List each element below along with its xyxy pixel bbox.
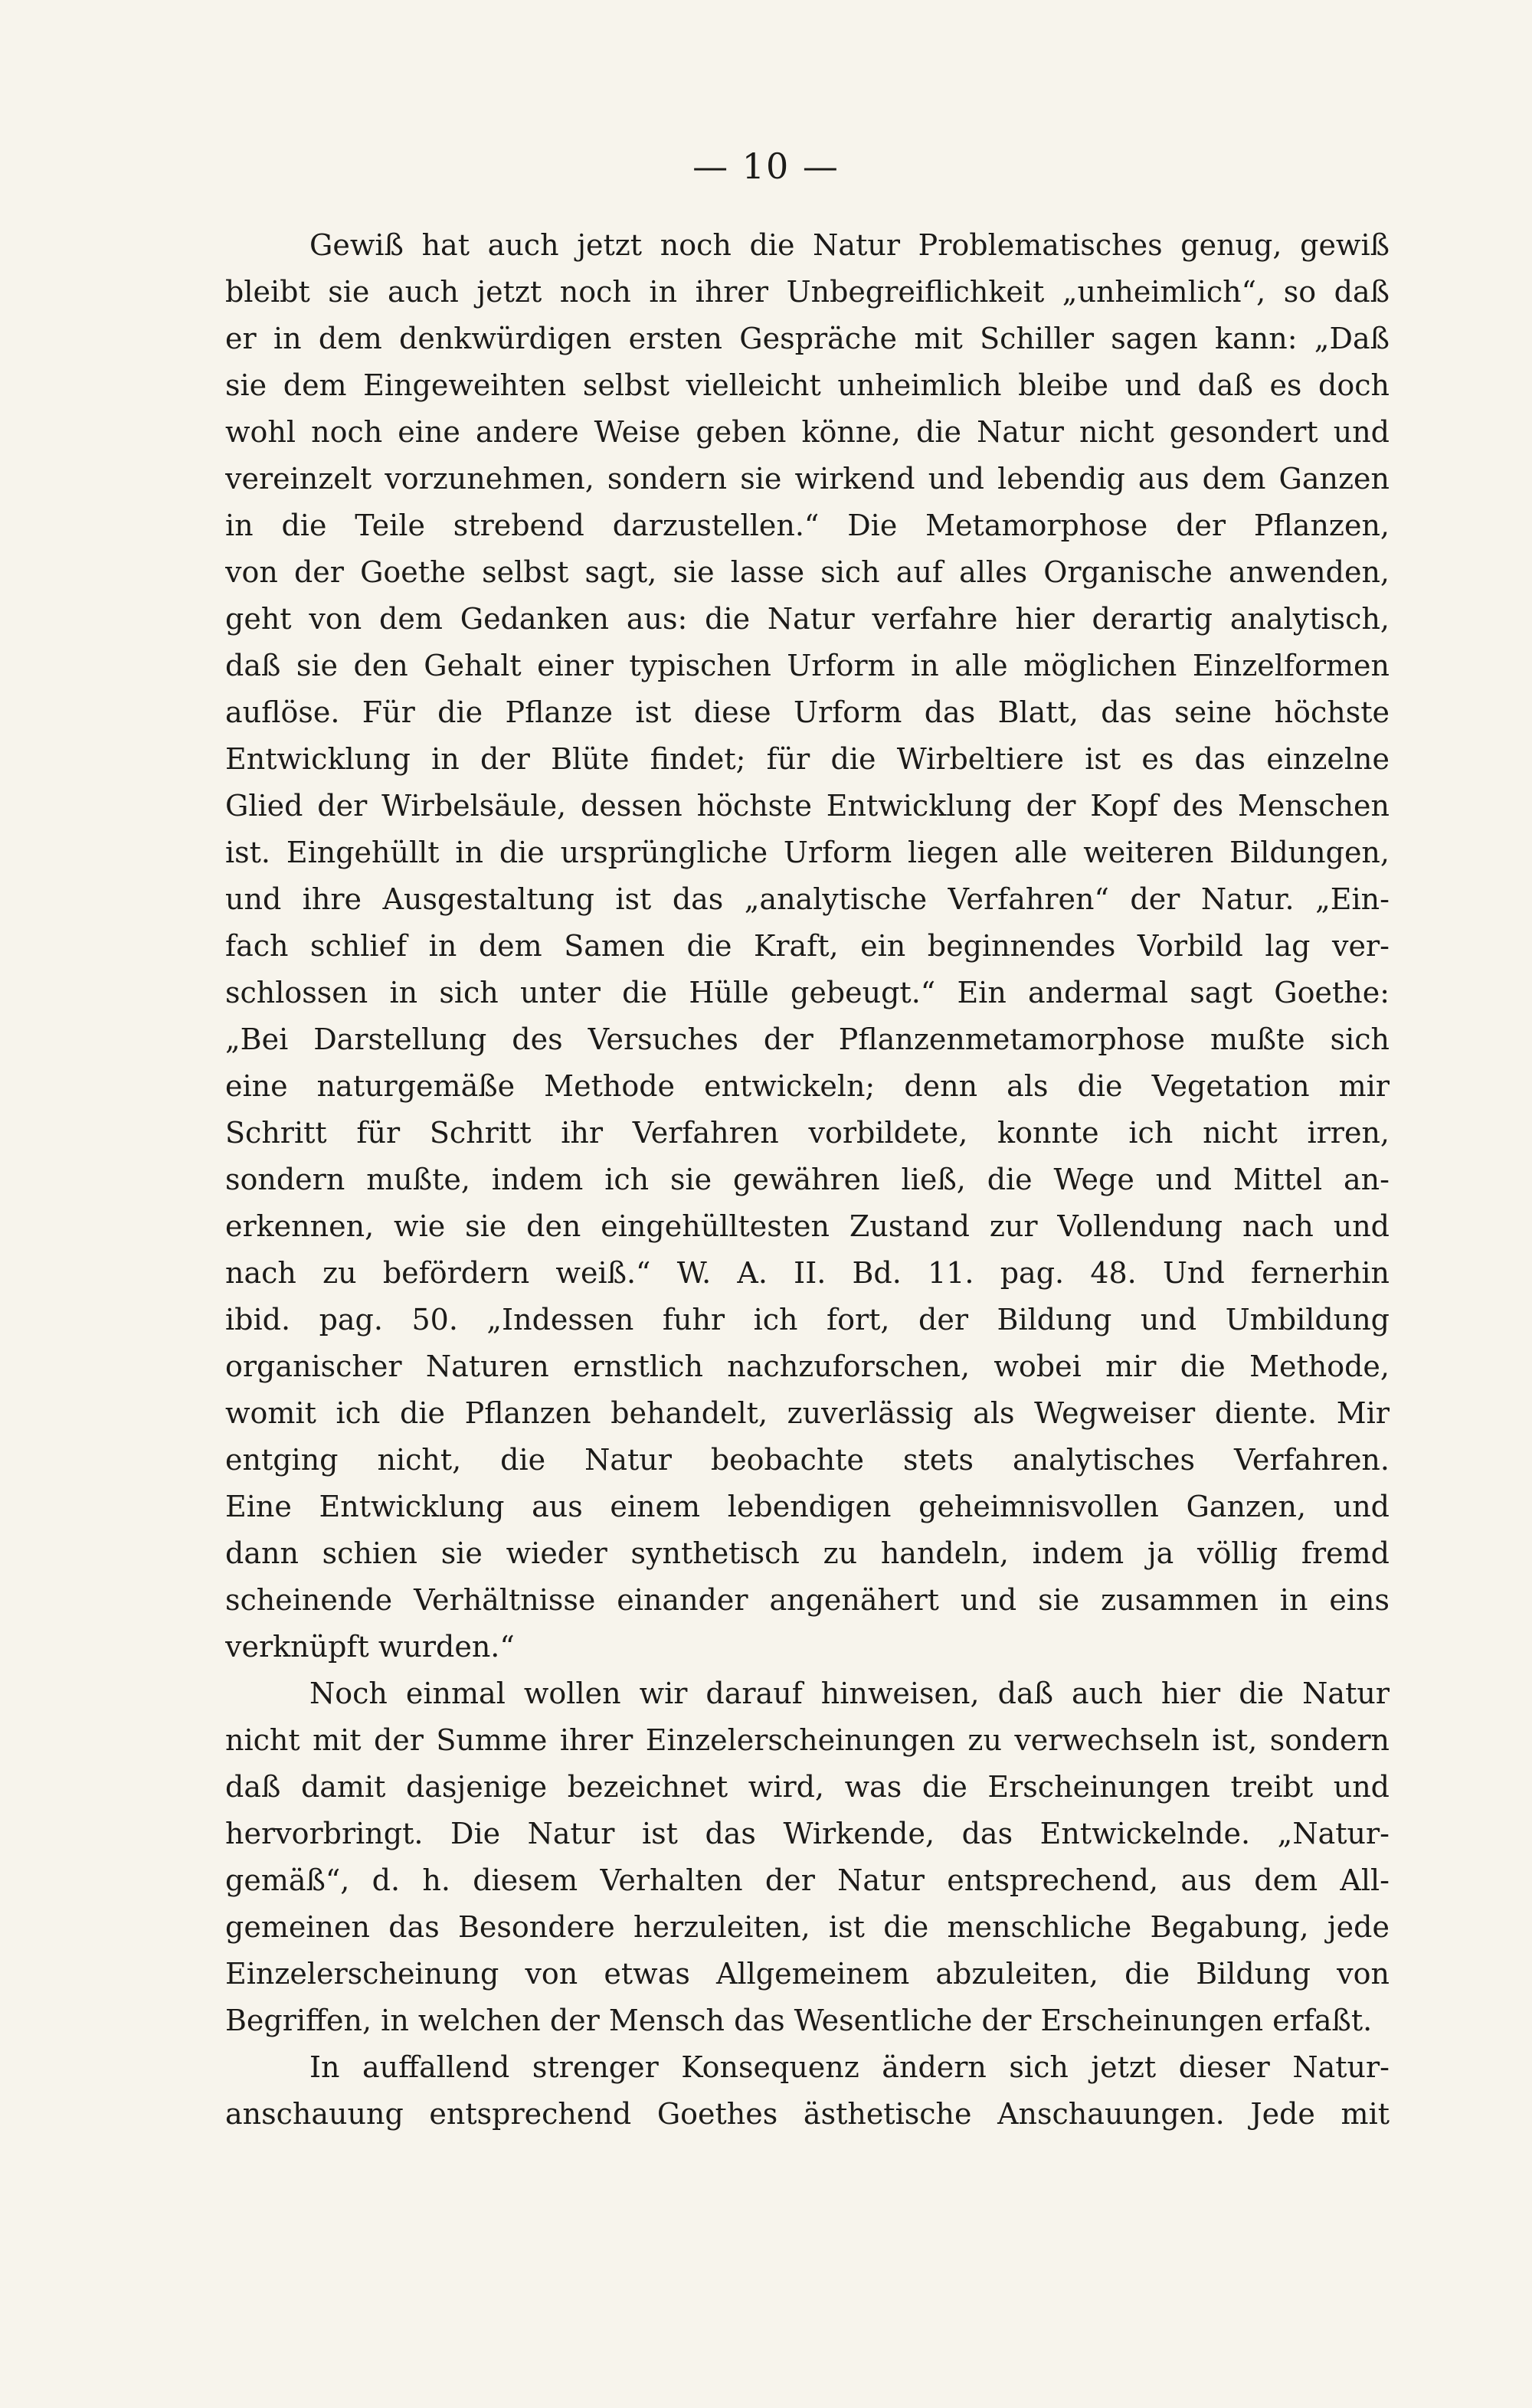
- text-line: wohl noch eine andere Weise geben könne, die Natur nicht gesondert und: [225, 415, 1390, 449]
- text-line: nach zu befördern weiß.“ W. A. II. Bd. 11. pag. 48. Und fernerhin: [225, 1256, 1390, 1290]
- text-line: gemäß“, d. h. diesem Verhalten der Natur entsprechend, aus dem All-: [225, 1863, 1390, 1897]
- text-line: geht von dem Gedanken aus: die Natur verfahre hier derartig analytisch,: [225, 602, 1390, 636]
- text-line: sondern mußte, indem ich sie gewähren ließ, die Wege und Mittel an-: [225, 1163, 1390, 1196]
- text-line: schlossen in sich unter die Hülle gebeugt.“ Ein andermal sagt Goethe:: [225, 976, 1390, 1009]
- body-text: [225, 222, 1390, 2138]
- text-line: Noch einmal wollen wir darauf hinweisen, daß auch hier die Natur: [309, 1677, 1390, 1710]
- text-line: organischer Naturen ernstlich nachzuforschen, wobei mir die Methode,: [225, 1350, 1390, 1383]
- text-line: Entwicklung in der Blüte findet; für die Wirbeltiere ist es das einzelne: [225, 742, 1390, 776]
- text-line: fach schlief in dem Samen die Kraft, ein beginnendes Vorbild lag ver-: [225, 929, 1390, 963]
- text-line: gemeinen das Besondere herzuleiten, ist die menschliche Begabung, jede: [225, 1910, 1390, 1944]
- text-line: „Bei Darstellung des Versuches der Pflanzenmetamorphose mußte sich: [225, 1022, 1390, 1056]
- text-line: bleibt sie auch jetzt noch in ihrer Unbegreiflichkeit „unheimlich“, so daß: [225, 275, 1390, 309]
- text-line: erkennen, wie sie den eingehülltesten Zustand zur Vollendung nach und: [225, 1209, 1390, 1243]
- text-line: In auffallend strenger Konsequenz ändern sich jetzt dieser Natur-: [309, 2050, 1390, 2084]
- text-line: Eine Entwicklung aus einem lebendigen geheimnisvollen Ganzen, und: [225, 1490, 1390, 1523]
- text-line: auflöse. Für die Pflanze ist diese Urform das Blatt, das seine höchste: [225, 695, 1390, 729]
- text-line: daß damit dasjenige bezeichnet wird, was die Erscheinungen treibt und: [225, 1770, 1390, 1804]
- text-line: er in dem denkwürdigen ersten Gespräche mit Schiller sagen kann: „Daß: [225, 322, 1390, 355]
- text-line: in die Teile strebend darzustellen.“ Die Metamorphose der Pflanzen,: [225, 509, 1390, 542]
- text-line: Gewiß hat auch jetzt noch die Natur Problematisches genug, gewiß: [309, 228, 1390, 262]
- text-line: eine naturgemäße Methode entwickeln; denn als die Vegetation mir: [225, 1069, 1390, 1103]
- text-line: scheinende Verhältnisse einander angenähert und sie zusammen in eins: [225, 1583, 1390, 1617]
- text-line: Begriffen, in welchen der Mensch das Wesentliche der Erscheinungen erfaßt.: [225, 2004, 1373, 2037]
- text-line: hervorbringt. Die Natur ist das Wirkende, das Entwickelnde. „Natur-: [225, 1817, 1390, 1850]
- text-line: und ihre Ausgestaltung ist das „analytische Verfahren“ der Natur. „Ein-: [225, 882, 1390, 916]
- text-line: sie dem Eingeweihten selbst vielleicht unheimlich bleibe und daß es doch: [225, 368, 1390, 402]
- text-line: Schritt für Schritt ihr Verfahren vorbildete, konnte ich nicht irren,: [225, 1116, 1390, 1150]
- text-line: ist. Eingehüllt in die ursprüngliche Urform liegen alle weiteren Bildungen,: [225, 836, 1390, 869]
- text-line: ibid. pag. 50. „Indessen fuhr ich fort, der Bildung und Umbildung: [225, 1303, 1390, 1337]
- text-line: nicht mit der Summe ihrer Einzelerscheinungen zu verwechseln ist, sondern: [225, 1723, 1390, 1757]
- text-line: Glied der Wirbelsäule, dessen höchste Entwicklung der Kopf des Menschen: [225, 789, 1390, 823]
- text-line: anschauung entsprechend Goethes ästhetische Anschauungen. Jede mit: [225, 2097, 1390, 2131]
- text-line: verknüpft wurden.“: [225, 1630, 515, 1664]
- text-line: daß sie den Gehalt einer typischen Urform in alle möglichen Einzelformen: [225, 649, 1390, 682]
- text-line: vereinzelt vorzunehmen, sondern sie wirkend und lebendig aus dem Ganzen: [225, 462, 1390, 496]
- text-line: entging nicht, die Natur beobachte stets analytisches Verfahren.: [225, 1443, 1390, 1477]
- text-line: womit ich die Pflanzen behandelt, zuverlässig als Wegweiser diente. Mir: [225, 1396, 1390, 1430]
- text-line: von der Goethe selbst sagt, sie lasse sich auf alles Organische anwenden,: [225, 555, 1390, 589]
- page-number: — 10 —: [692, 146, 840, 187]
- text-line: Einzelerscheinung von etwas Allgemeinem abzuleiten, die Bildung von: [225, 1957, 1390, 1991]
- text-line: dann schien sie wieder synthetisch zu handeln, indem ja völlig fremd: [225, 1536, 1390, 1570]
